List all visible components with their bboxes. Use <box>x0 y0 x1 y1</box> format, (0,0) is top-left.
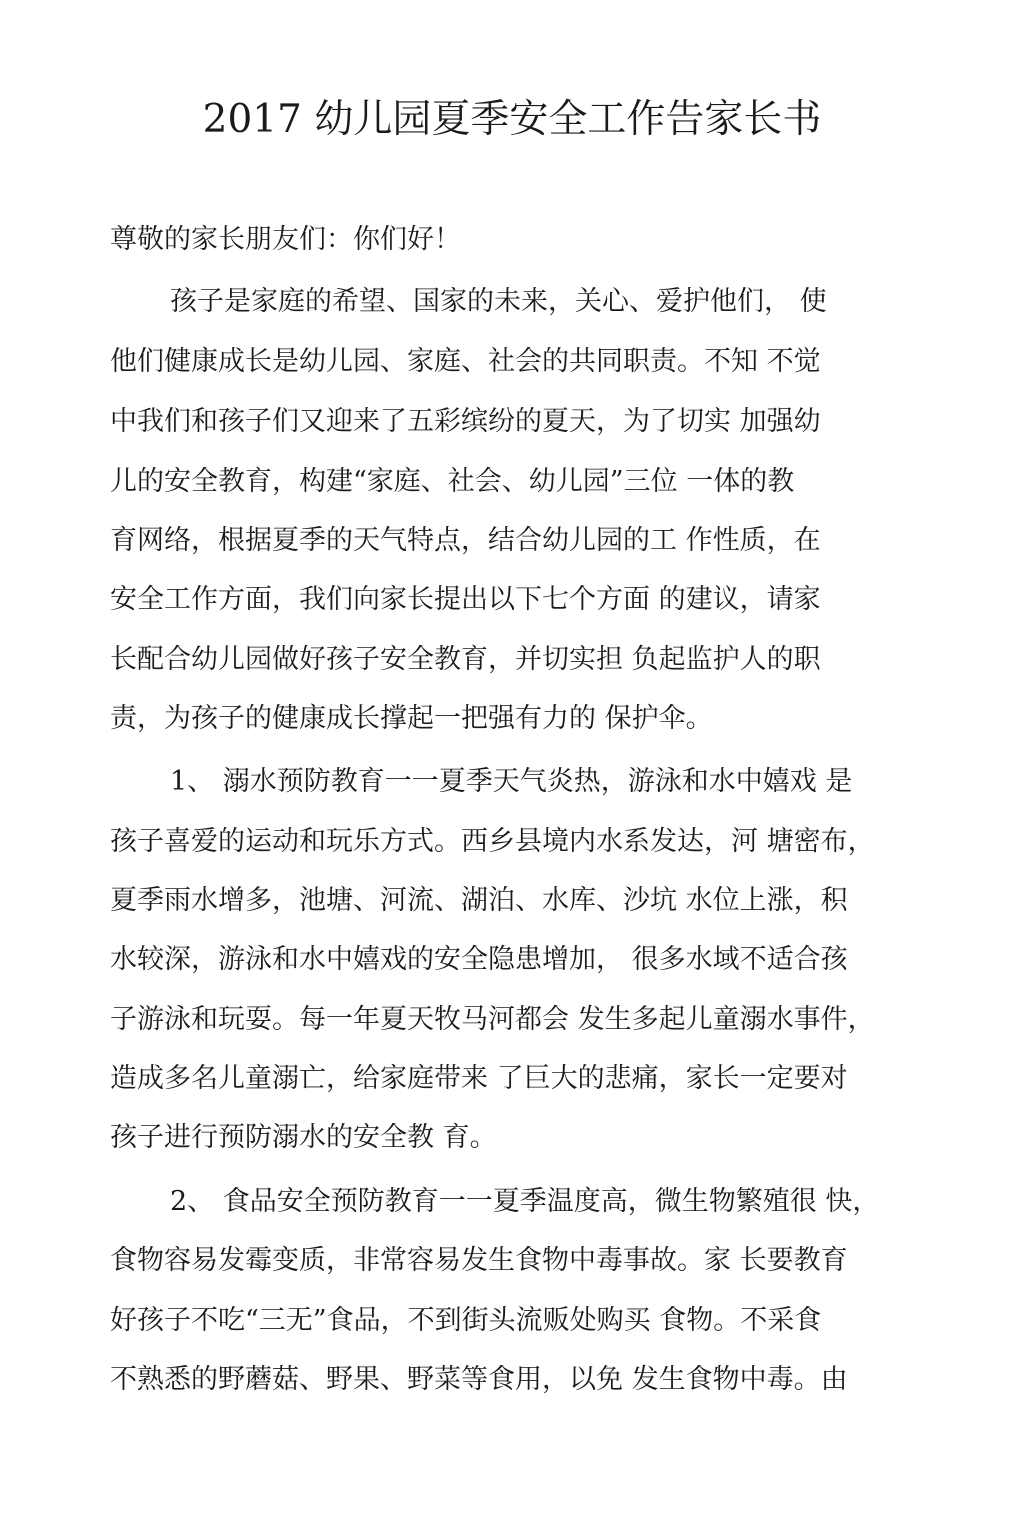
paragraph-line: 夏季雨水增多，池塘、河流、湖泊、水库、沙坑 水位上涨，积 <box>110 885 848 916</box>
paragraph-line: 孩子是家庭的希望、国家的未来，关心、爱护他们， 使 <box>170 286 827 317</box>
paragraph-line: 他们健康成长是幼儿园、家庭、社会的共同职责。不知 不觉 <box>110 346 821 377</box>
paragraph-line: 中我们和孩子们又迎来了五彩缤纷的夏天，为了切实 加强幼 <box>110 406 821 437</box>
paragraph-line: 孩子喜爱的运动和玩乐方式。西乡县境内水系发达，河 塘密布， <box>110 826 875 857</box>
salutation: 尊敬的家长朋友们：你们好！ <box>110 224 461 255</box>
section-2-line: 2、 食品安全预防教育一一夏季温度高，微生物繁殖很 快， <box>170 1186 880 1217</box>
paragraph-line: 子游泳和玩耍。每一年夏天牧马河都会 发生多起儿童溺水事件， <box>110 1004 875 1035</box>
paragraph-line: 水较深，游泳和水中嬉戏的安全隐患增加， 很多水域不适合孩 <box>110 944 848 975</box>
paragraph-line: 孩子进行预防溺水的安全教 育。 <box>110 1122 497 1153</box>
paragraph-line: 儿的安全教育，构建“家庭、社会、幼儿园”三位 一体的教 <box>110 466 795 497</box>
paragraph-line: 长配合幼儿园做好孩子安全教育，并切实担 负起监护人的职 <box>110 644 821 675</box>
paragraph-line: 责，为孩子的健康成长撑起一把强有力的 保护伞。 <box>110 703 713 734</box>
paragraph-line: 好孩子不吃“三无”食品，不到街头流贩处购买 食物。不采食 <box>110 1305 822 1336</box>
paragraph-line: 安全工作方面，我们向家长提出以下七个方面 的建议，请家 <box>110 584 821 615</box>
paragraph-line: 不熟悉的野蘑菇、野果、野菜等食用，以免 发生食物中毒。由 <box>110 1364 848 1395</box>
paragraph-line: 食物容易发霉变质，非常容易发生食物中毒事故。家 长要教育 <box>110 1245 848 1276</box>
document-title: 2017 幼儿园夏季安全工作告家长书 <box>202 97 822 142</box>
section-1-line: 1、 溺水预防教育一一夏季天气炎热，游泳和水中嬉戏 是 <box>170 766 853 797</box>
paragraph-line: 育网络，根据夏季的天气特点，结合幼儿园的工 作性质，在 <box>110 525 821 556</box>
paragraph-line: 造成多名儿童溺亡，给家庭带来 了巨大的悲痛，家长一定要对 <box>110 1063 848 1094</box>
